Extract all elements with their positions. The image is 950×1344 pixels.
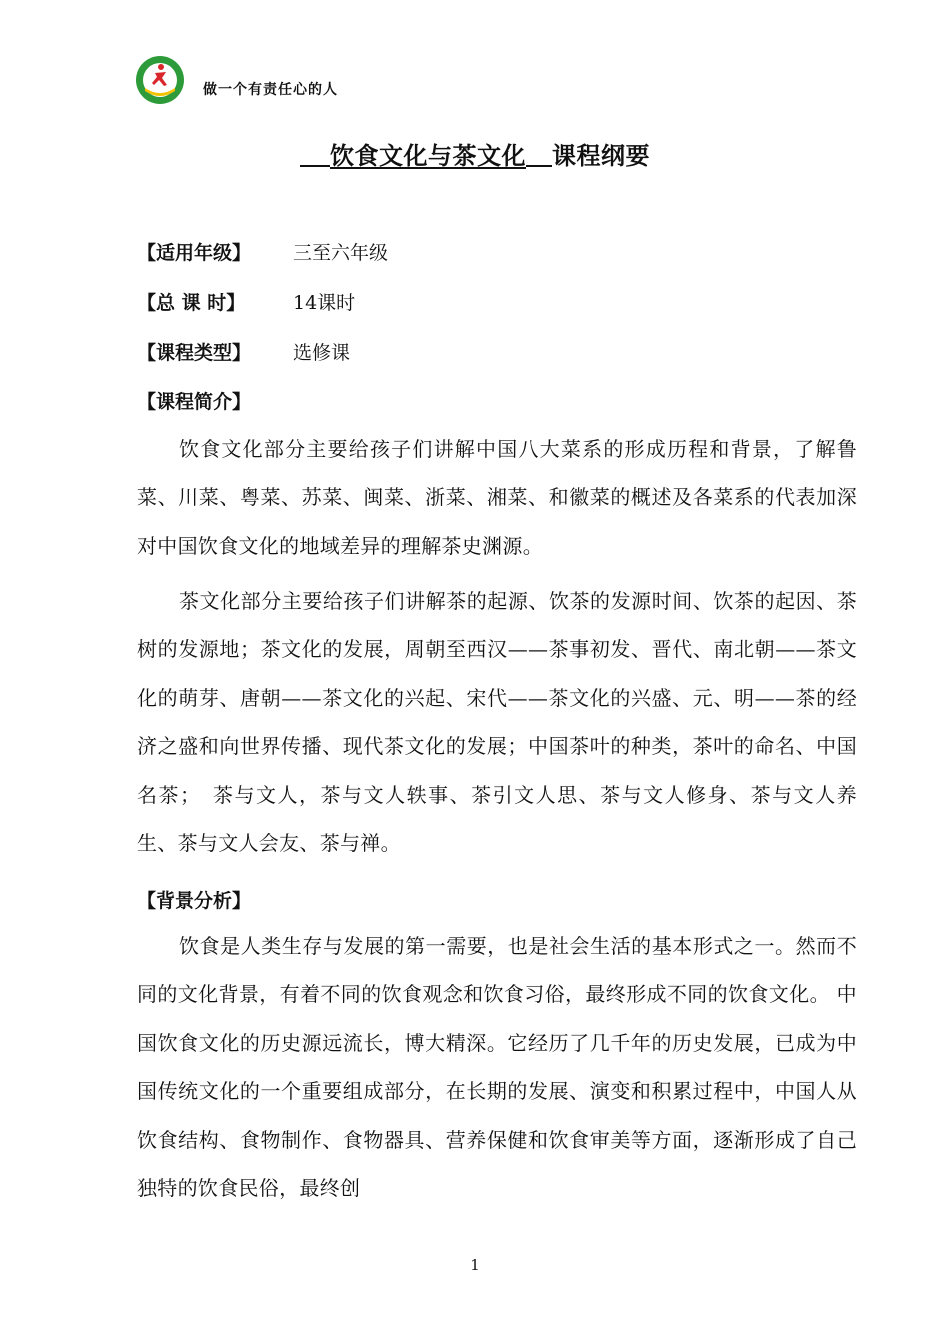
page-title <box>0 136 950 171</box>
intro-paragraph-1: 饮食文化部分主要给孩子们讲解中国八大菜系的形成历程和背景，了解鲁菜、川菜、粤菜、苏菜、闽菜、浙菜、湘菜、和徽菜的概述及各菜系的代表加深对中国饮食文化的地域差异的理解茶史渊源。 <box>137 437 857 558</box>
field-hours-label: 【总 课 时】 <box>137 292 246 314</box>
school-logo-icon <box>135 55 185 105</box>
school-motto: 做一个有责任心的人 <box>203 82 338 98</box>
page-number: 1 <box>470 1256 480 1274</box>
section-heading-intro: 【课程简介】 <box>137 391 252 413</box>
field-grade-label: 【适用年级】 <box>137 242 252 264</box>
field-hours-value: 14课时 <box>293 292 356 314</box>
intro-paragraph-2: 茶文化部分主要给孩子们讲解茶的起源、饮茶的发源时间、饮茶的起因、茶树的发源地；茶文化的发展，周朝至西汉——茶事初发、晋代、南北朝——茶文化的萌芽、唐朝——茶文化的兴起、宋代——茶文化的兴盛、元、明——茶的经济之盛和向世界传播、现代茶文化的发展；中国茶叶的种类，茶叶的命名、中国名茶； 茶与文人，茶与文人轶事、茶引文人思、茶与文人修身、茶与文人养生、茶与文人会友、茶与禅。 <box>137 589 857 856</box>
title-suffix: 课程纲要 <box>552 142 650 170</box>
field-hours <box>137 288 355 315</box>
title-course-name: 饮食文化与茶文化 <box>330 142 526 170</box>
title-underline-spacer-left <box>300 143 330 167</box>
section-heading-background: 【背景分析】 <box>137 890 252 912</box>
field-grade-value: 三至六年级 <box>293 242 389 264</box>
field-type <box>137 338 350 365</box>
field-grade <box>137 238 388 265</box>
field-type-value: 选修课 <box>293 342 351 364</box>
field-type-label: 【课程类型】 <box>137 342 252 364</box>
title-underline-spacer-right <box>526 143 552 167</box>
background-paragraph: 饮食是人类生存与发展的第一需要，也是社会生活的基本形式之一。然而不同的文化背景，有着不同的饮食观念和饮食习俗，最终形成不同的饮食文化。 中国饮食文化的历史源远流长，博大精深。它经历了几千年的历史发展，已成为中国传统文化的一个重要组成部分，在长期的发展、演变和积累过程中，中国人从饮食结构、食物制作、食物器具、营养保健和饮食审美等方面，逐渐形成了自己独特的饮食民俗，最终创 <box>137 934 857 1201</box>
